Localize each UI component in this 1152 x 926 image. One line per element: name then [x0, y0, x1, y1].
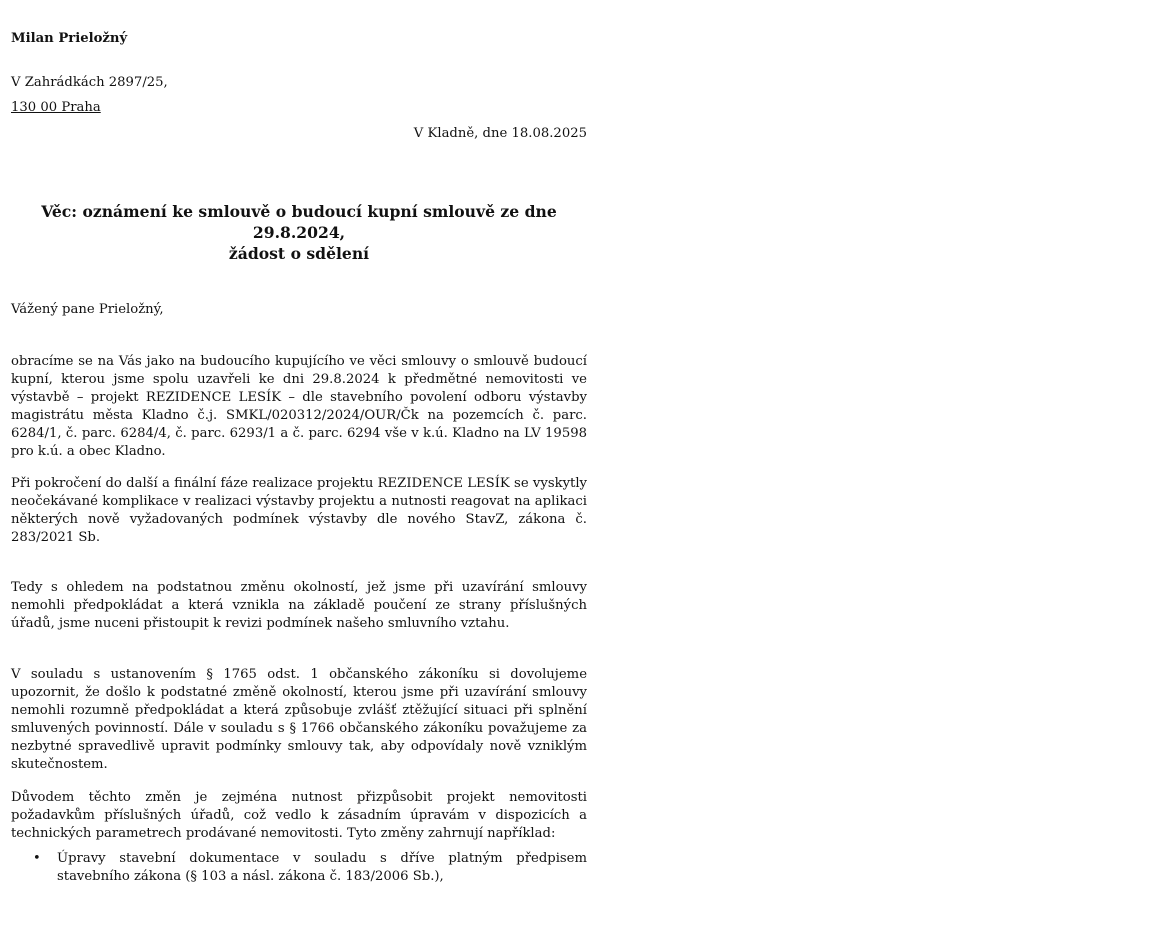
paragraph-5: Důvodem těchto změn je zejména nutnost přizpůsobit projekt nemovitosti požadavkům příslušných úřadů, což vedlo k zásadním úpravám v dispozicích a technických parametrech prodávané nemovitosti. Tyto změny zahrnují například:	[11, 790, 587, 841]
list-item	[11, 850, 587, 886]
date-line: V Kladně, dne 18.08.2025	[413, 126, 587, 141]
bullet-icon: •	[33, 851, 41, 866]
sender-address-street: V Zahrádkách 2897/25,	[11, 75, 168, 90]
paragraph-2: Při pokročení do další a finální fáze realizace projektu REZIDENCE LESÍK se vyskytly neočekávané komplikace v realizaci výstavby projektu a nutnosti reagovat na aplikaci některých nově vyžadovaných podmínek výstavby dle nového StavZ, zákona č. 283/2021 Sb.	[11, 476, 587, 545]
bullet-list	[11, 850, 587, 886]
subject-line-1: Věc: oznámení ke smlouvě o budoucí kupní smlouvě ze dne 29.8.2024,	[41, 202, 557, 242]
paragraph-3: Tedy s ohledem na podstatnou změnu okolností, jež jsme při uzavírání smlouvy nemohli předpokládat a která vznikla na základě poučení ze strany příslušných úřadů, jsme nuceni přistoupit k revizi podmínek našeho smluvního vztahu.	[11, 580, 587, 631]
salutation: Vážený pane Priеložný,	[11, 302, 164, 317]
sender-name: Milan Priеložný	[11, 31, 128, 46]
subject-line-2: žádost o sdělení	[228, 244, 370, 263]
paragraph-1: obracíme se na Vás jako na budoucího kupujícího ve věci smlouvy o smlouvě budoucí kupní, kterou jsme spolu uzavřeli ke dni 29.8.2024 k předmětné nemovitosti ve výstavbě – projekt REZIDENCE LESÍK – dle stavebního povolení odboru výstavby magistrátu města Kladno č.j. SMKL/020312/2024/OUR/Čk na pozemcích č. parc. 6284/1, č. parc. 6284/4, č. parc. 6293/1 a č. parc. 6294 vše v k.ú. Kladno na LV 19598 pro k.ú. a obec Kladno.	[11, 354, 587, 459]
bullet-text: Úpravy stavební dokumentace v souladu s dříve platným předpisem stavebního zákona (§ 103 a násl. zákona č. 183/2006 Sb.),	[57, 851, 587, 884]
sender-address-city: 130 00 Praha	[11, 100, 101, 115]
subject-heading	[11, 201, 587, 264]
paragraph-4: V souladu s ustanovením § 1765 odst. 1 občanského zákoníku si dovolujeme upozornit, že došlo k podstatné změně okolností, kterou jsme při uzavírání smlouvy nemohli rozumně předpokládat a která způsobuje zvlášť ztěžující situaci při splnění smluvených povinností. Dále v souladu s § 1766 občanského zákoníku považujeme za nezbytné spravedlivě upravit podmínky smlouvy tak, aby odpovídaly nově vzniklým skutečnostem.	[11, 667, 587, 772]
